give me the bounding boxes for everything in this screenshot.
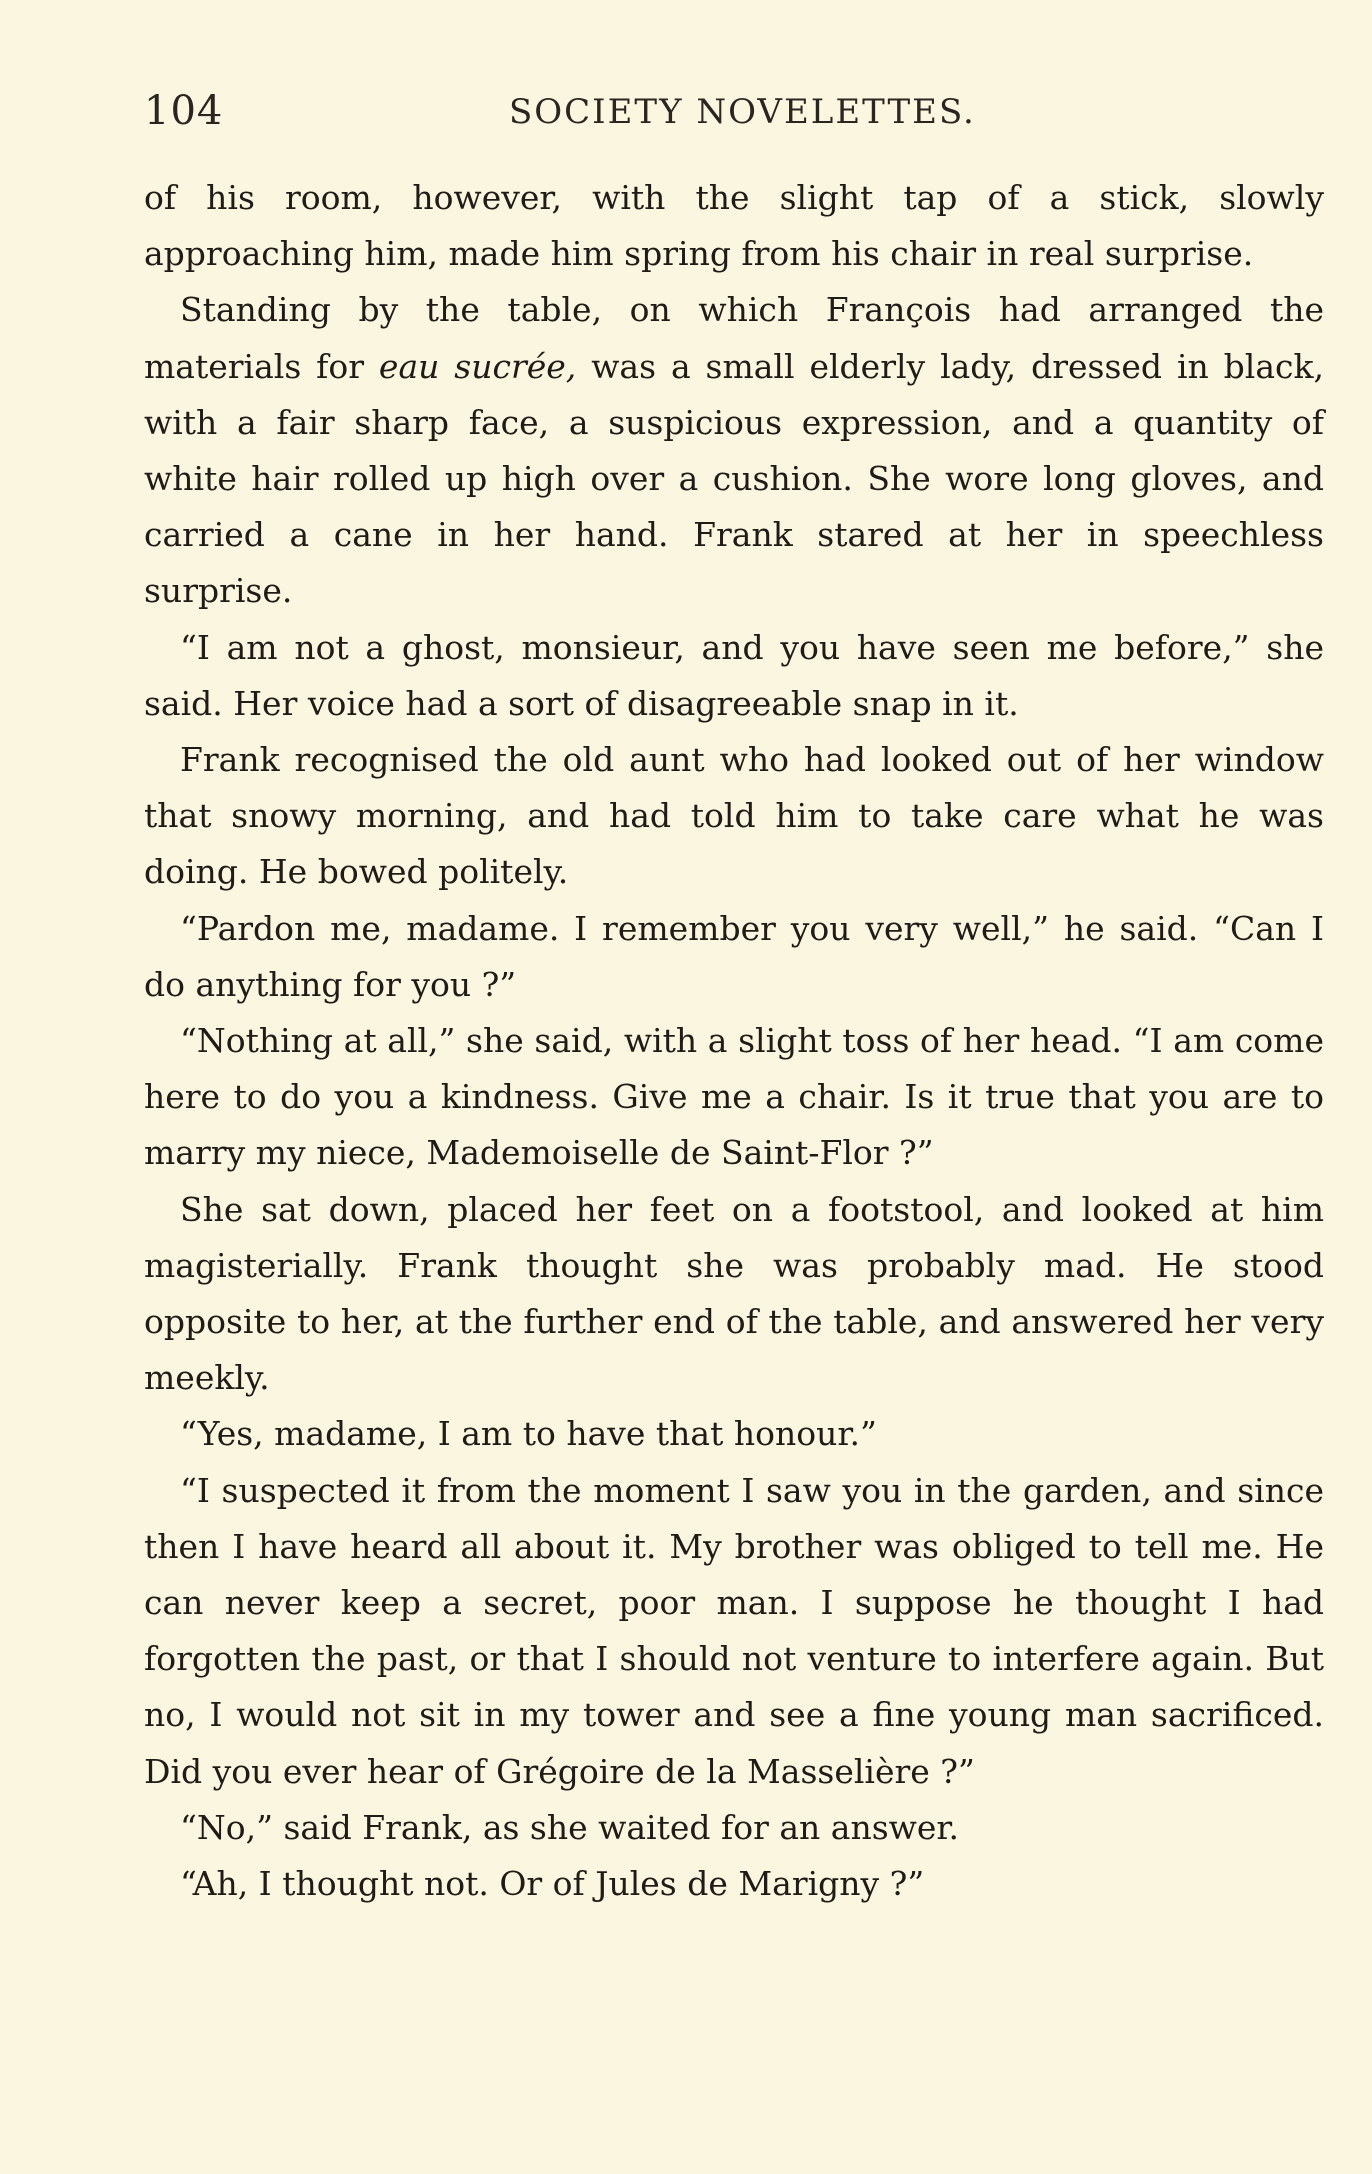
paragraph-2	[144, 282, 1324, 619]
italic-phrase: eau sucrée,	[378, 346, 577, 386]
paragraph-2-end: was a small elderly lady, dressed in black, with a fair sharp face, a suspicious expression, and a quantity of white hair rolled up high over a cushion. She wore long gloves, and carried a cane in her hand. Frank stared at her in speechless surprise.	[144, 346, 1324, 611]
paragraph-6: “Nothing at all,” she said, with a slight toss of her head. “I am come here to do you a kindness. Give me a chair. Is it true that you are to marry my niece, Mademoiselle de Saint-Flor ?”	[144, 1021, 1324, 1173]
paragraph-3: “I am not a ghost, monsieur, and you have seen me before,” she said. Her voice had a sort of disagreeable snap in it.	[144, 627, 1324, 723]
paragraph-4: Frank recognised the old aunt who had looked out of her window that snowy morning, and had told him to take care what he was doing. He bowed politely.	[144, 740, 1324, 892]
paragraph-7: She sat down, placed her feet on a footstool, and looked at him magisterially. Frank thought she was probably mad. He stood opposite to her, at the further end of the table, and answered her very meekly.	[144, 1189, 1324, 1398]
paragraph-9: “I suspected it from the moment I saw you in the garden, and since then I have heard all about it. My brother was obliged to tell me. He can never keep a secret, poor man. I suppose he thought I had forgotten the past, or that I should not venture to interfere again. But no, I would not sit in my tower and see a fine young man sacrificed. Did you ever hear of Grégoire de la Masselière ?”	[144, 1470, 1324, 1791]
paragraph-10: “No,” said Frank, as she waited for an answer.	[180, 1807, 960, 1847]
body-text	[144, 170, 1324, 1912]
running-title: SOCIETY NOVELETTES.	[509, 92, 976, 132]
paragraph-5: “Pardon me, madame. I remember you very well,” he said. “Can I do anything for you ?”	[144, 908, 1324, 1004]
running-head	[144, 88, 1324, 138]
paragraph-2-start: Standing by the table, on which François had arranged the materials for	[144, 290, 1324, 386]
paragraph-1: of his room, however, with the slight tap of a stick, slowly approaching him, made him spring from his chair in real surprise.	[144, 178, 1324, 274]
paragraph-11: “Ah, I thought not. Or of Jules de Marigny ?”	[180, 1864, 925, 1904]
paragraph-8: “Yes, madame, I am to have that honour.”	[180, 1414, 877, 1454]
page-number: 104	[144, 88, 224, 134]
